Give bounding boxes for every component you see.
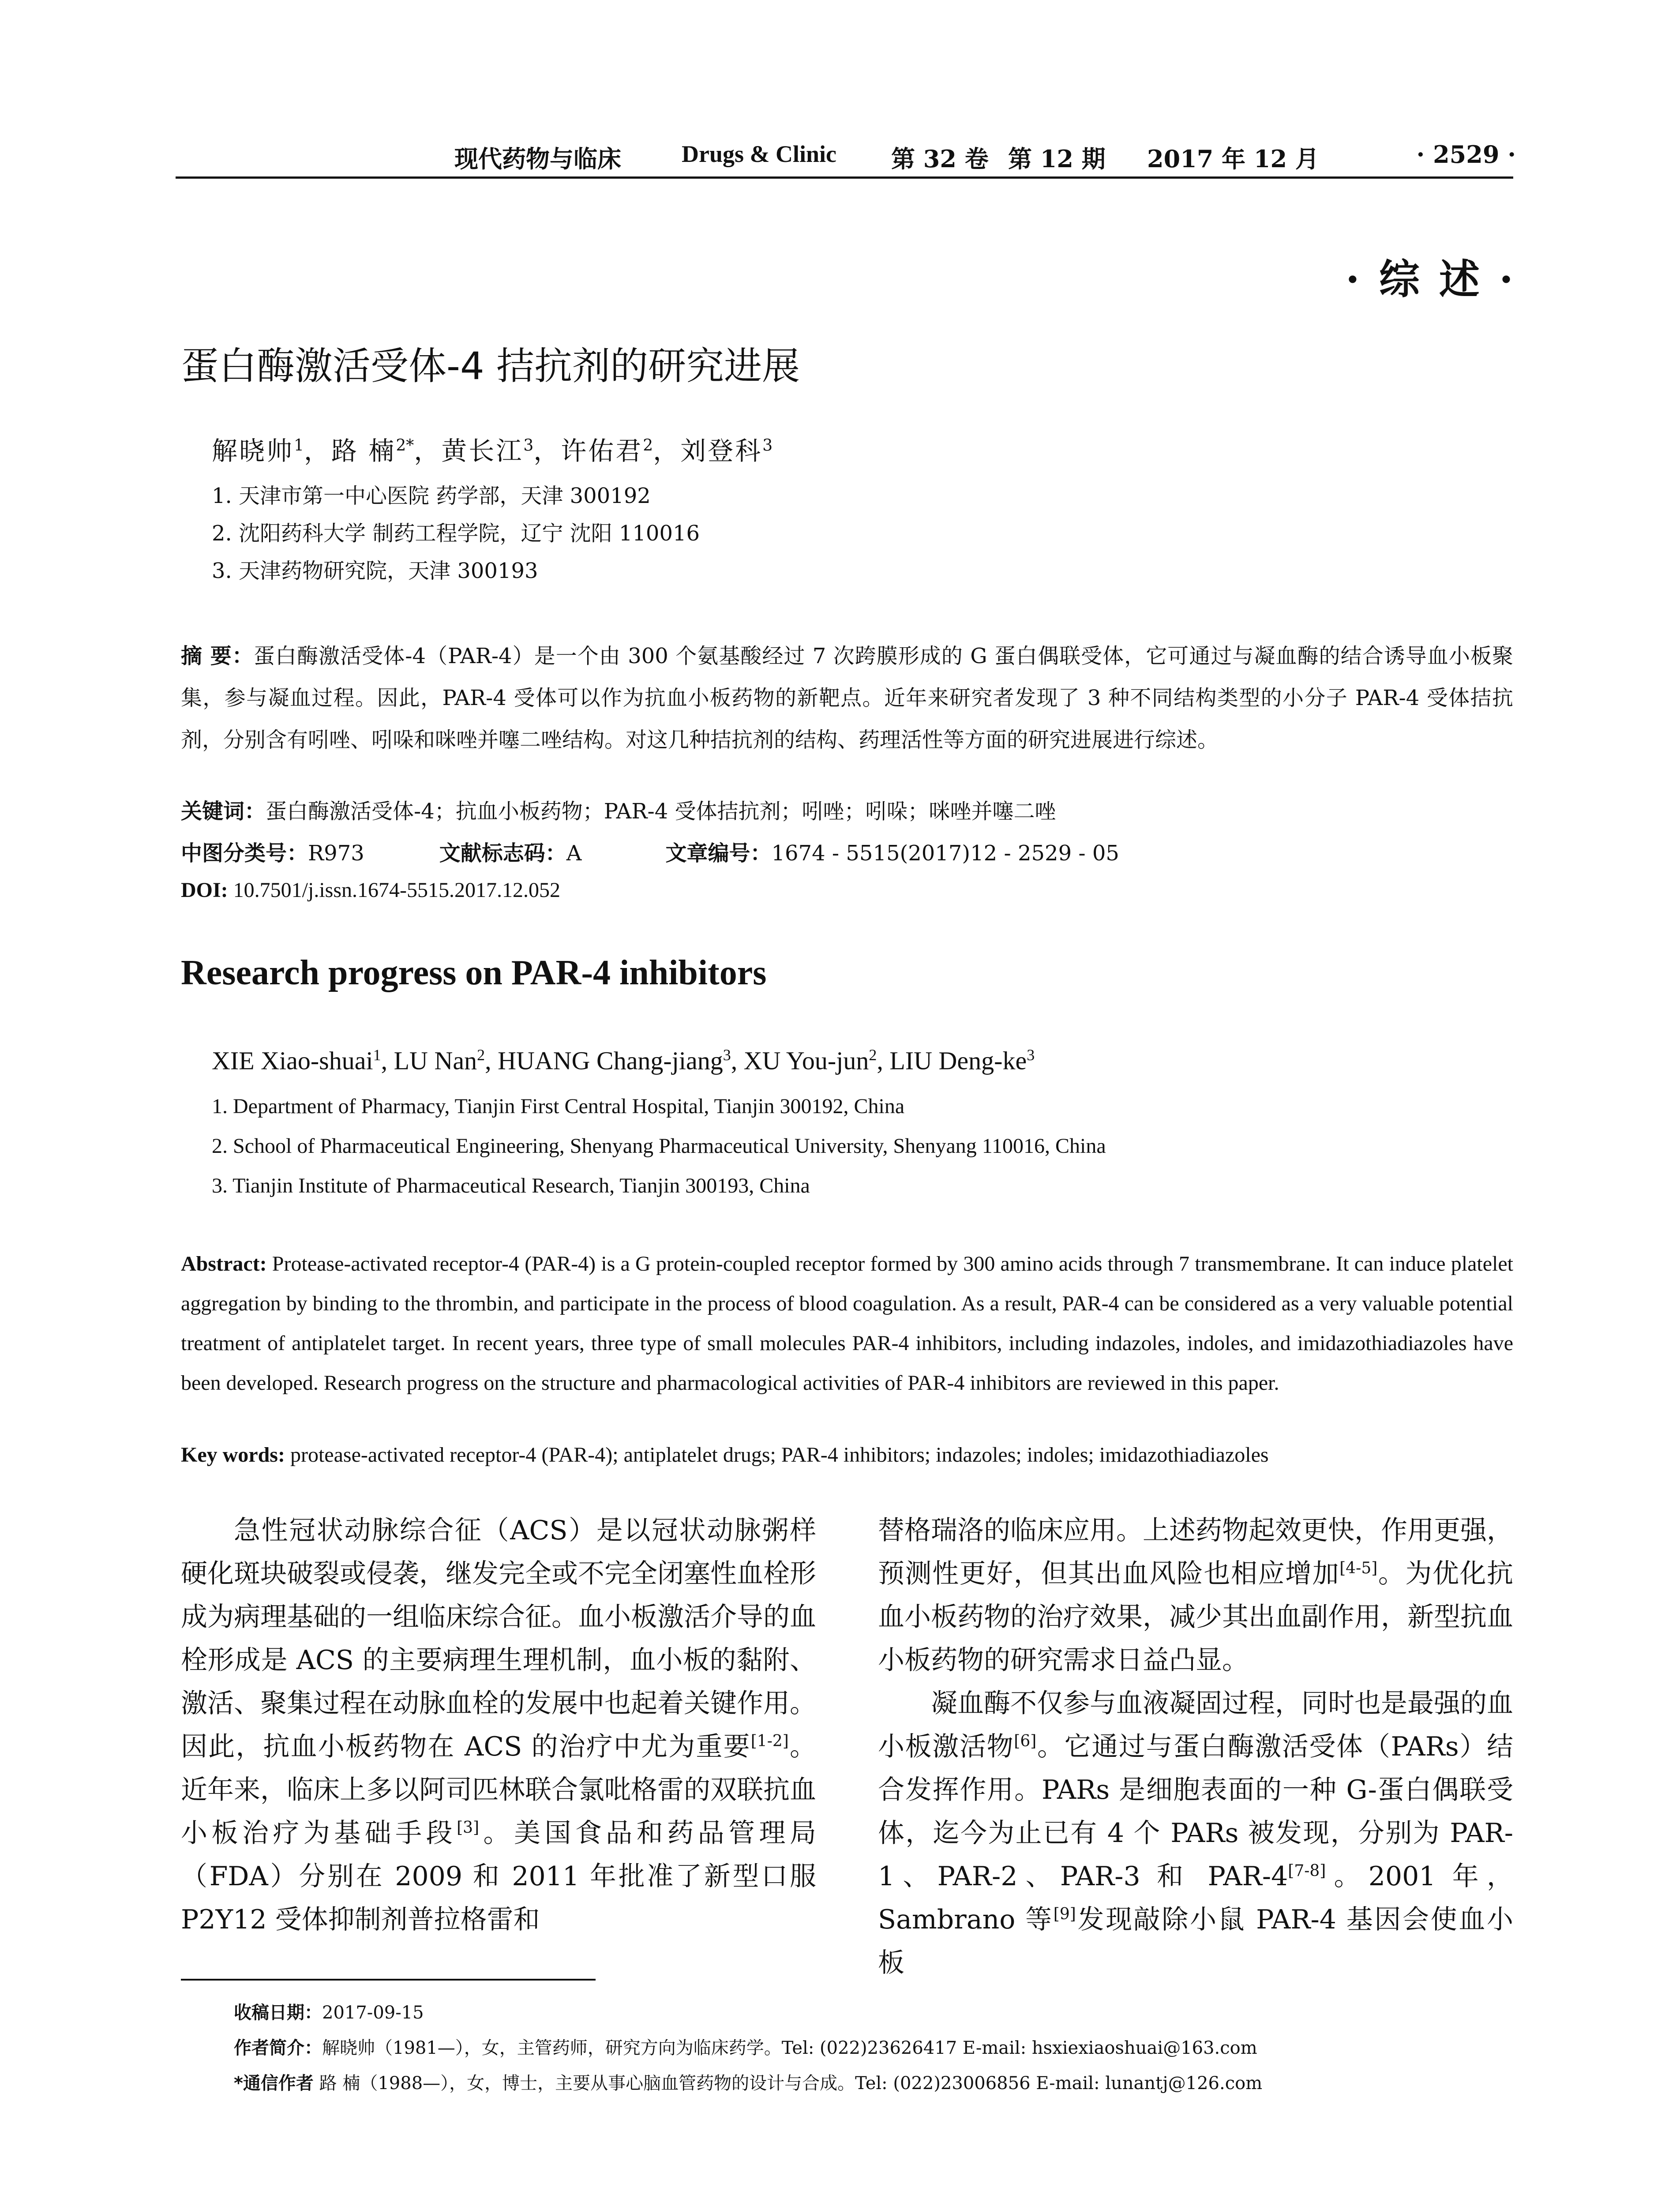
article-title-en: Research progress on PAR-4 inhibitors [181, 953, 767, 992]
received-label: 收稿日期： [234, 2003, 322, 2023]
author-bio-text: 解晓帅（1981—），女，主管药师，研究方向为临床药学。Tel: (022)23626417 E-mail: hsxiexiaoshuai@163.com [322, 2038, 1257, 2058]
body-column-left [181, 1509, 816, 1941]
abstract-en-label: Abstract: [181, 1252, 267, 1276]
author-name: 解晓帅 [212, 436, 294, 466]
section-label: · 综 述 · [1345, 255, 1516, 303]
author-affil-mark: 3 [762, 436, 773, 455]
author-name-en: LIU Deng-ke [889, 1046, 1027, 1075]
doc-code-value: A [566, 841, 582, 866]
abstract-cn-text: 蛋白酶激活受体-4（PAR-4）是一个由 300 个氨基酸经过 7 次跨膜形成的 G 蛋白偶联受体，它可通过与凝血酶的结合诱导血小板聚集，参与凝血过程。因此，PAR-4 受体可以作为抗血小板药物的新靶点。近年来研究者发现了 3 种不同结构类型的小分子 PAR-4 受体拮抗剂，分别含有吲唑、吲哚和咪唑并噻二唑结构。对这几种拮抗剂的结构、药理活性等方面的研究进展进行综述。 [181, 644, 1513, 752]
footnote-corresponding [234, 2069, 1262, 2094]
footnote-author-bio [234, 2034, 1257, 2059]
author-affil-mark: 1 [294, 436, 304, 455]
corresponding-text: 路 楠（1988—），女，博士，主要从事心脑血管药物的设计与合成。Tel: (022)23006856 E-mail: lunantj@126.com [313, 2073, 1263, 2093]
author-name-en: LU Nan [394, 1046, 477, 1075]
keywords-en-text: protease-activated receptor-4 (PAR-4); antiplatelet drugs; PAR-4 inhibitors; indazoles; indoles; imidazothiadiazoles [285, 1443, 1269, 1467]
citation-ref[interactable]: [4-5] [1339, 1559, 1378, 1577]
author-affil-mark: 3 [523, 436, 534, 455]
authors-en: XIE Xiao-shuai$^1$, LU Nan$^2$, HUANG Chang-jiang$^3$, XU You-jun$^2$, LIU Deng-$ke^3$ [212, 1046, 1035, 1075]
received-date: 2017-09-15 [322, 2003, 424, 2023]
author-name: 路 楠 [331, 436, 396, 466]
keywords-cn-text: 蛋白酶激活受体-4；抗血小板药物；PAR-4 受体拮抗剂；吲唑；吲哚；咪唑并噻二唑 [266, 799, 1056, 824]
doi-label: DOI: [181, 878, 228, 902]
author-affil-mark: 3 [723, 1046, 731, 1064]
issue-date: 2017 年 12 月 [1147, 145, 1319, 173]
footnote-rule [181, 1979, 596, 1981]
article-id-label: 文章编号： [665, 841, 772, 866]
citation-ref[interactable]: [7-8] [1288, 1862, 1326, 1880]
issue: 第 12 期 [1008, 145, 1106, 173]
author-name: 许佑君 [561, 436, 643, 466]
abstract-cn [181, 635, 1513, 761]
affiliation-cn: 1. 天津市第一中心医院 药学部，天津 300192 [212, 484, 651, 508]
author-name-en: XU You-jun [743, 1046, 869, 1075]
citation-ref[interactable]: [1-2] [750, 1732, 789, 1750]
clc-label: 中图分类号： [181, 841, 308, 866]
keywords-cn [181, 794, 1056, 825]
author-affil-mark: 2 [477, 1046, 485, 1064]
header-rule [176, 176, 1513, 179]
body-paragraph: 替格瑞洛的临床应用。上述药物起效更快，作用更强，预测性更好，但其出血风险也相应增加[4-5]。为优化抗血小板药物的治疗效果，减少其出血副作用，新型抗血小板药物的研究需求日益凸显。 [878, 1515, 1514, 1676]
author-affil-mark: 1 [373, 1046, 381, 1064]
author-name-en: XIE Xiao-shuai [212, 1046, 373, 1075]
abstract-en-text: Protease-activated receptor-4 (PAR-4) is a G protein-coupled receptor formed by 300 amino acids through 7 transmembrane. It can induce platelet aggregation by binding to the thrombin, and participate in the process of blood coagulation. As a result, PAR-4 can be considered as a very valuable potential treatment of antiplatelet target. In recent years, three type of small molecules PAR-4 inhibitors, including indazoles, indoles, and imidazothiadiazoles have been developed. Research progress on the structure and pharmacological activities of PAR-4 inhibitors are reviewed in this paper. [181, 1252, 1513, 1395]
author-affil-mark: 2 [869, 1046, 877, 1064]
volume: 第 32 卷 [891, 145, 989, 173]
author-name-en: HUANG Chang-jiang [498, 1046, 723, 1075]
author-name: 刘登科 [680, 436, 763, 466]
authors-cn: 解晓帅$^1$，路 楠$^{2*}$，黄长江$^3$，许佑君$^2$，刘登科$^3$ [212, 436, 773, 466]
affiliation-en: 1. Department of Pharmacy, Tianjin First Central Hospital, Tianjin 300192, China [212, 1095, 905, 1118]
article-title-cn: 蛋白酶激活受体-4 拮抗剂的研究进展 [181, 344, 800, 388]
author-name: 黄长江 [441, 436, 524, 466]
article-id-value: 1674 - 5515(2017)12 - 2529 - 05 [771, 841, 1119, 866]
classification-line [181, 836, 1119, 867]
citation-ref[interactable]: [3] [457, 1819, 480, 1837]
body-paragraph: 急性冠状动脉综合征（ACS）是以冠状动脉粥样硬化斑块破裂或侵袭，继发完全或不完全闭塞性血栓形成为病理基础的一组临床综合征。血小板激活介导的血栓形成是 ACS 的主要病理生理机制，血小板的黏附、激活、聚集过程在动脉血栓的发展中也起着关键作用。因此，抗血小板药物在 ACS 的治疗中尤为重要[1-2]。近年来，临床上多以阿司匹林联合氯吡格雷的双联抗血小板治疗为基础手段[3]。美国食品和药品管理局（FDA）分别在 2009 和 2011 年批准了新型口服 P2Y12 受体抑制剂普拉格雷和 [181, 1515, 817, 1935]
abstract-en [181, 1244, 1513, 1403]
keywords-cn-label: 关键词： [181, 799, 266, 824]
affiliation-cn: 2. 沈阳药科大学 制药工程学院，辽宁 沈阳 110016 [212, 521, 700, 546]
doc-code-label: 文献标志码： [439, 841, 566, 866]
doi-line [181, 878, 560, 902]
author-affil-mark: 2* [396, 436, 414, 455]
doi-value: 10.7501/j.issn.1674-5515.2017.12.052 [228, 878, 561, 902]
author-affil-mark: 2 [643, 436, 653, 455]
author-affil-mark: 3 [1027, 1046, 1035, 1064]
citation-ref[interactable]: [9] [1053, 1905, 1076, 1923]
keywords-en [181, 1443, 1269, 1467]
body-column-right [878, 1509, 1513, 1985]
affiliation-cn: 3. 天津药物研究院，天津 300193 [212, 559, 538, 583]
keywords-en-label: Key words: [181, 1443, 285, 1467]
journal-name-cn: 现代药物与临床 [454, 145, 621, 173]
footnote-received [234, 1999, 424, 2024]
body-paragraph: 凝血酶不仅参与血液凝固过程，同时也是最强的血小板激活物[6]。它通过与蛋白酶激活受体（PARs）结合发挥作用。PARs 是细胞表面的一种 G-蛋白偶联受体，迄今为止已有 4 个 PARs 被发现，分别为 PAR-1、PAR-2、PAR-3 和 PAR-4[7-8]。2001 年，Sambrano 等[9]发现敲除小鼠 PAR-4 基因会使血小板 [878, 1688, 1513, 1978]
clc-value: R973 [308, 841, 364, 866]
affiliation-en: 3. Tianjin Institute of Pharmaceutical Research, Tianjin 300193, China [212, 1174, 810, 1197]
author-bio-label: 作者简介： [234, 2038, 322, 2058]
corresponding-label: *通信作者 [234, 2073, 314, 2093]
page-number: · 2529 · [1416, 140, 1516, 169]
journal-name-en: Drugs & Clinic [682, 141, 836, 167]
citation-ref[interactable]: [6] [1014, 1732, 1037, 1750]
affiliation-en: 2. School of Pharmaceutical Engineering, Shenyang Pharmaceutical University, Shenyang 110016, China [212, 1134, 1106, 1158]
abstract-cn-label: 摘 要： [181, 644, 254, 668]
